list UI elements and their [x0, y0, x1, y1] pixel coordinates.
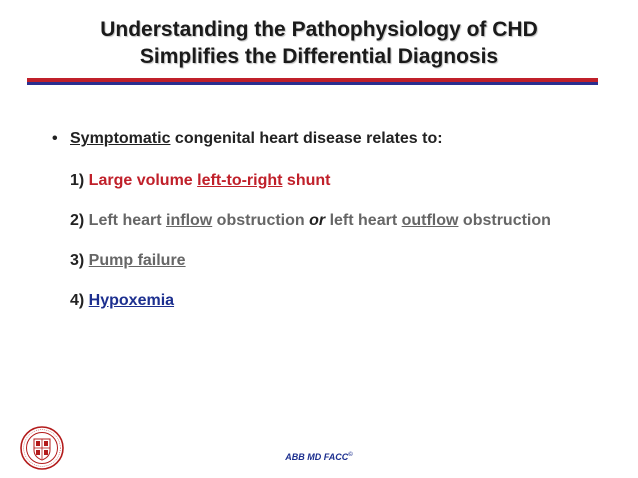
slide-content	[52, 130, 622, 332]
slide-title	[0, 16, 638, 70]
footer-credit	[0, 452, 638, 462]
list-item-2	[70, 212, 622, 234]
item-text: shunt	[282, 172, 331, 189]
university-seal-icon	[20, 426, 64, 470]
list-item-1	[70, 172, 622, 194]
list-item-4	[70, 292, 622, 314]
list-number: 4)	[70, 292, 89, 309]
title-rule-blue	[27, 82, 598, 85]
item-underlined-text: outflow	[401, 212, 459, 229]
bullet-symbol: •	[52, 130, 58, 147]
item-underlined-text: left-to-right	[197, 172, 283, 189]
item-underlined-text: Pump failure	[88, 252, 186, 269]
bullet-point	[52, 130, 622, 152]
item-text: obstruction	[212, 212, 310, 229]
numbered-list	[70, 172, 622, 314]
item-text: Large volume	[88, 172, 198, 189]
bullet-text: congenital heart disease relates to:	[170, 130, 443, 147]
item-underlined-text: inflow	[166, 212, 213, 229]
item-text: left heart	[325, 212, 402, 229]
item-italic-text: or	[309, 212, 326, 229]
list-item-3	[70, 252, 622, 274]
bullet-underlined-word: Symptomatic	[70, 130, 171, 147]
list-number: 3)	[70, 252, 89, 269]
item-text: obstruction	[458, 212, 551, 229]
list-number: 2)	[70, 212, 89, 229]
title-line-2: Simplifies the Differential Diagnosis	[139, 45, 499, 68]
item-underlined-text: Hypoxemia	[88, 292, 175, 309]
item-text: Left heart	[88, 212, 167, 229]
copyright-symbol: ©	[348, 452, 353, 458]
footer-text: ABB MD FACC	[285, 452, 349, 462]
title-line-1: Understanding the Pathophysiology of CHD	[100, 18, 538, 41]
list-number: 1)	[70, 172, 89, 189]
